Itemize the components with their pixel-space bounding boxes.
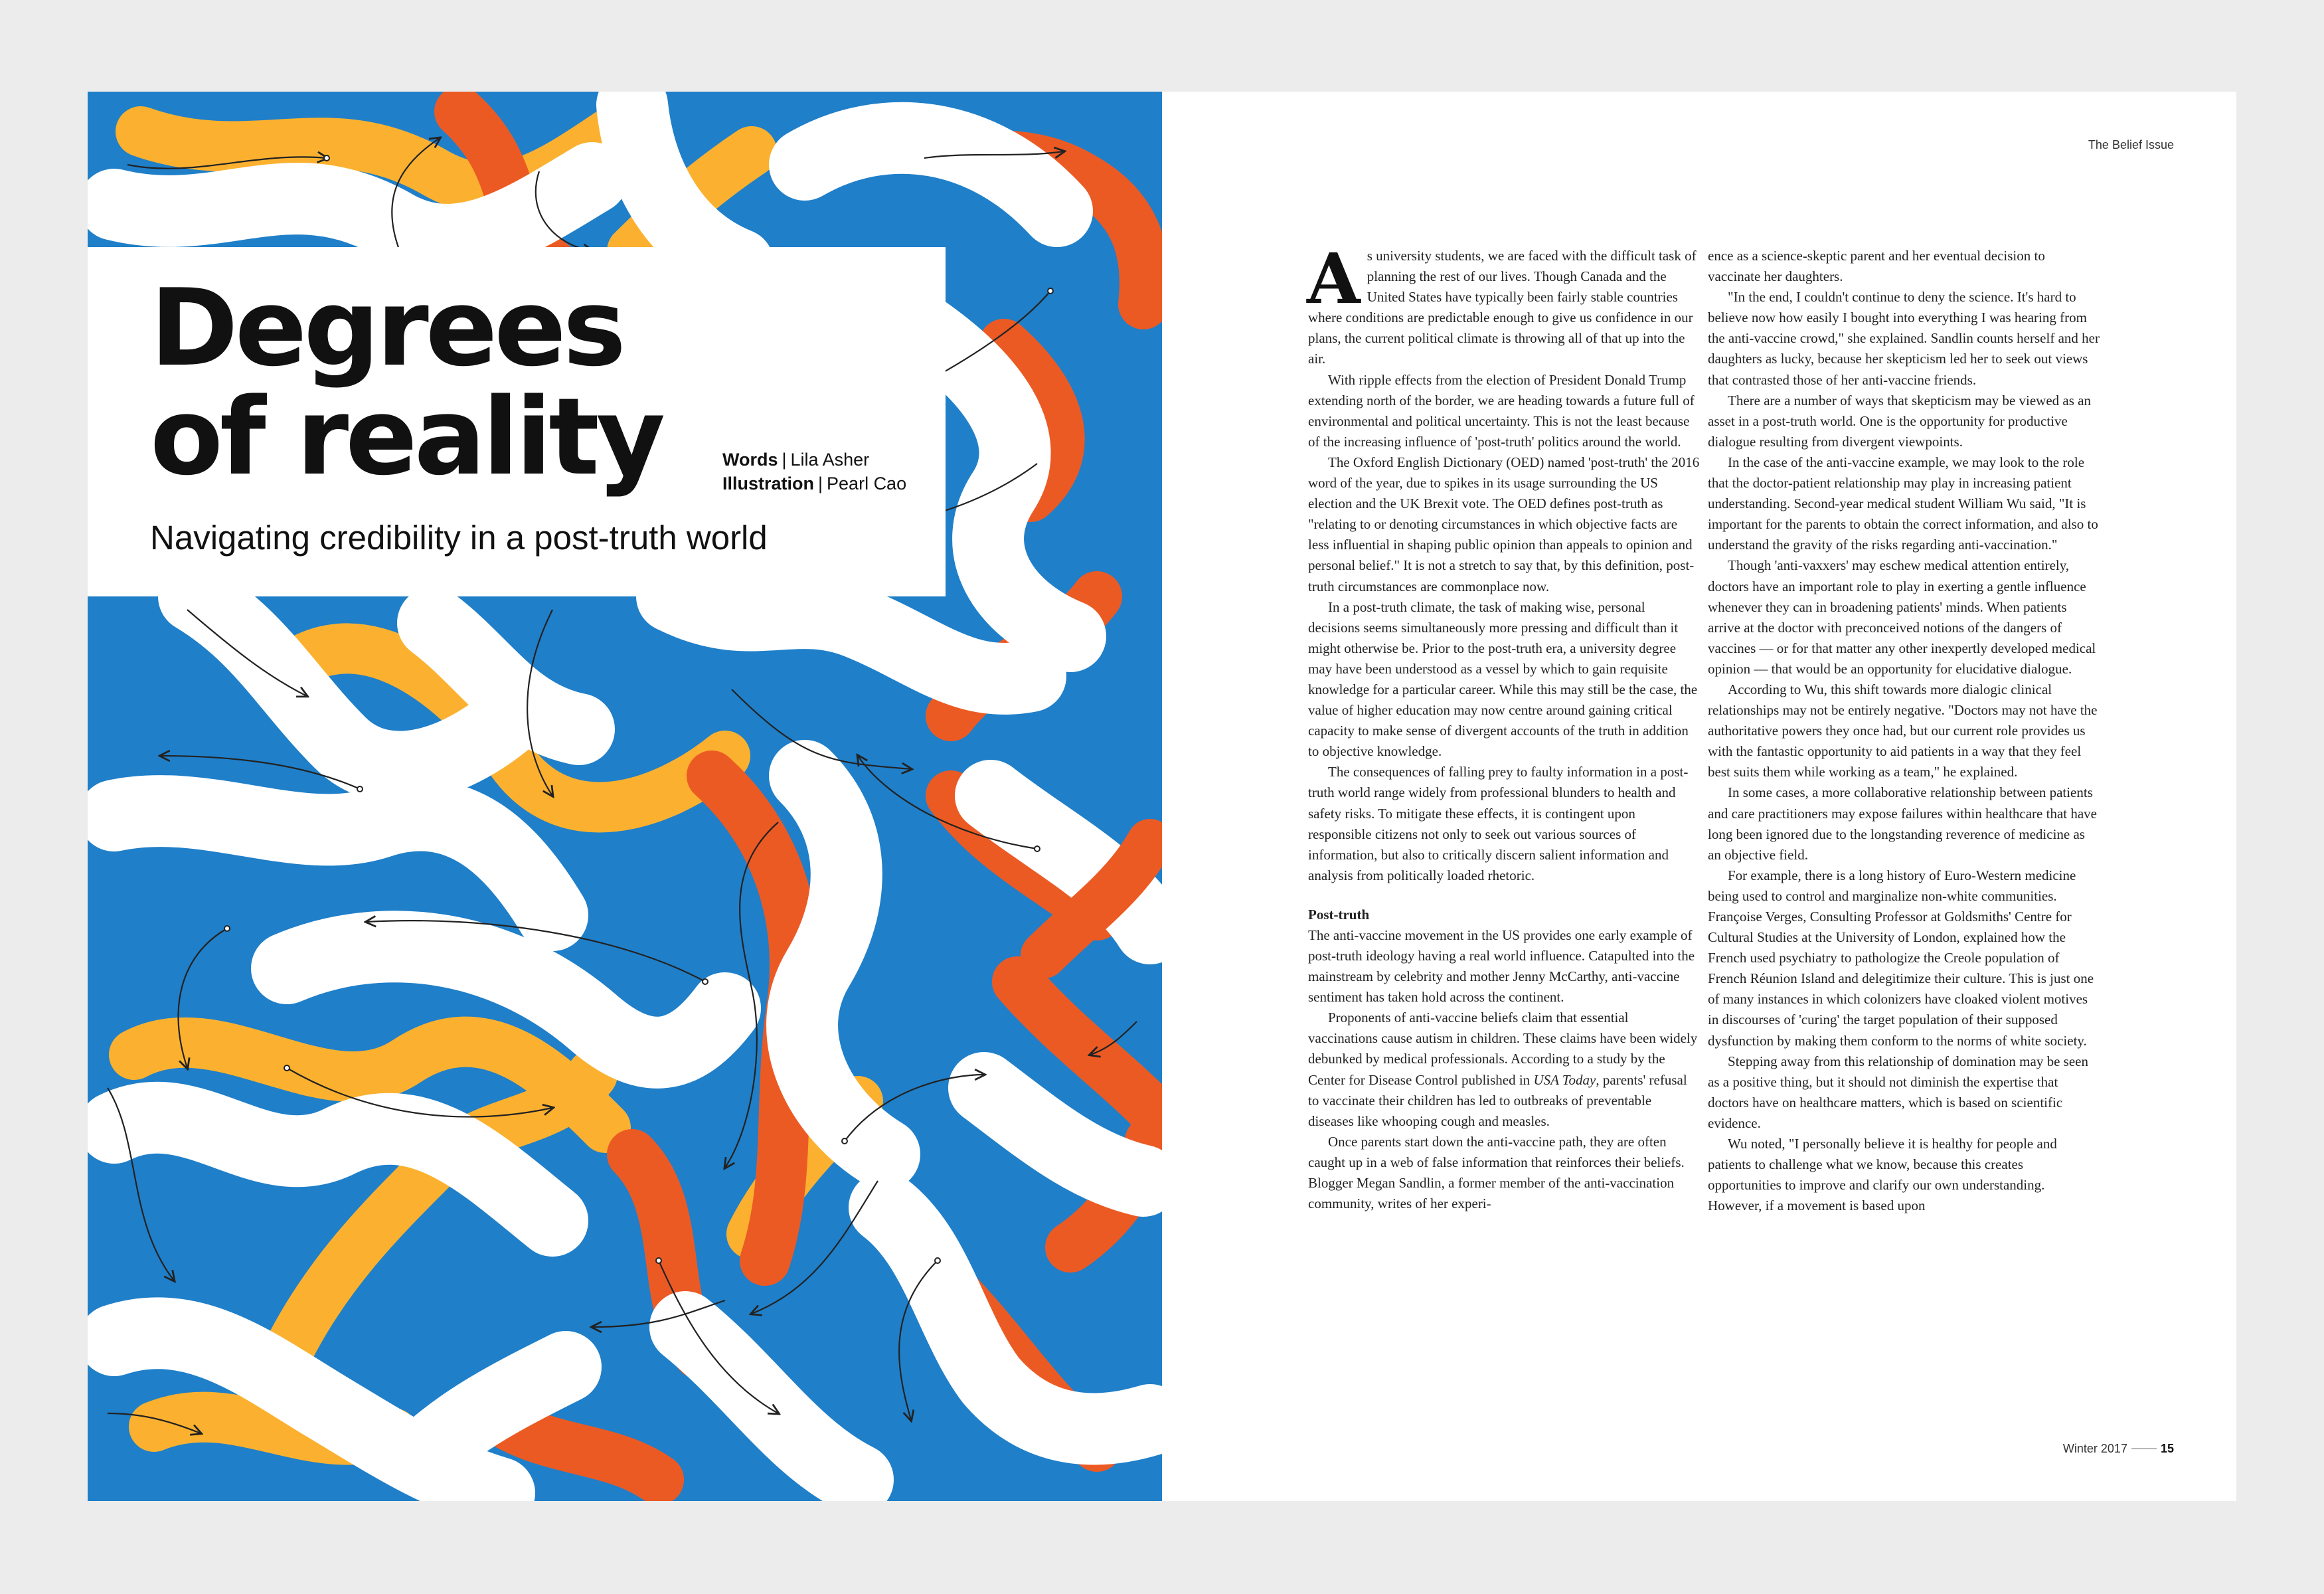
paragraph bbox=[1308, 1008, 1700, 1132]
paragraph: Wu noted, "I personally believe it is healthy for people and patients to challenge what we know, because this creates opportunities to improve and clarify our own understanding. However, if a movement is based upon bbox=[1708, 1136, 2057, 1214]
paragraph: Stepping away from this relationship of domination may be seen as a positive thing, but it should not diminish the expertise that doctors have on healthcare matters, which is based on scientific evidence. bbox=[1708, 1053, 2088, 1131]
paragraph: With ripple effects from the election of President Donald Trump extending north of the border, we are heading towards a future full of environmental and political uncertainty. This is not the least because of the increasing influence of 'post-truth' politics around the world. bbox=[1308, 371, 1695, 450]
paragraph: There are a number of ways that skepticism may be viewed as an asset in a post-truth world. One is the opportunity for productive dialogue resulting from divergent viewpoints. bbox=[1708, 392, 2091, 450]
paragraph-text: Proponents of anti-vaccine beliefs claim that essential vaccinations cause autism in children. These claims have been widely debunked by medical professionals. According to a study by the Center for Disease Control published in bbox=[1308, 1010, 1698, 1088]
article-title-line1: Degrees bbox=[150, 266, 623, 390]
page-number: 15 bbox=[2160, 1442, 2174, 1455]
credit-illustration bbox=[722, 472, 906, 495]
credit-separator: | bbox=[818, 474, 823, 493]
credit-name: Pearl Cao bbox=[827, 474, 907, 493]
opening-text: s university students, we are faced with the difficult task of planning the rest of our lives. Though Canada and the United States have typically been fairly stable countries where conditions are predictable enough to give us confidence in our plans, the current political climate is throwing all of that up into the air. bbox=[1308, 248, 1697, 367]
paragraph: In the case of the anti-vaccine example, we may look to the role that the doctor-patient relationship may play in increasing patient understanding. Second-year medical student William Wu said, "It is important for the parents to obtain the correct information, and also to understand the gravity of the risks regarding anti-vaccination." bbox=[1708, 454, 2098, 553]
folio-label: Winter 2017 bbox=[2062, 1442, 2127, 1455]
text-column-2 bbox=[1708, 246, 2100, 1216]
paragraph: According to Wu, this shift towards more dialogic clinical relationships may not be entirely negative. "Doctors may not have the authoritative powers they once had, but our current role provides us with the fantastic opportunity to aid patients in a way that they feel best suits them while working as a team," he explained. bbox=[1708, 681, 2098, 780]
left-page-illustration bbox=[88, 92, 1162, 1501]
article-title-line2: of reality bbox=[150, 375, 663, 499]
paragraph: In some cases, a more collaborative relationship between patients and care practitioners may expose failures within healthcare that have long been ignored due to the longstanding reverence of medicine as an objective field. bbox=[1708, 784, 2097, 863]
paragraph: Though 'anti-vaxxers' may eschew medical attention entirely, doctors have an important role to play in exerting a gentle influence whenever they can in broadening patients' minds. When patients arrive at the doctor with preconceived notions of the dangers of vaccines — or for that matter any other inexpertly developed medical opinion — that would be an opportunity for elucidative dialogue. bbox=[1708, 557, 2096, 677]
credit-role: Illustration bbox=[722, 474, 815, 493]
paragraph-continued: ence as a science-skeptic parent and her eventual decision to vaccinate her daughters. bbox=[1708, 248, 2045, 285]
credit-role: Words bbox=[722, 450, 778, 470]
credit-words bbox=[722, 448, 906, 472]
running-head: The Belief Issue bbox=[2088, 138, 2174, 151]
paragraph: For example, there is a long history of Euro-Western medicine being used to control and marginalize non-white communities. Françoise Verges, Consulting Professor at Goldsmiths' Centre for Cultural Studies at the University of London, explained how the French used psychiatry to pathologize the Creole population of French Réunion Island and delegitimize their culture. This is just one of many instances in which colonizers have cloaked violent motives in discourses of 'curing' the target population of their supposed dysfunction by making them conform to the norms of white society. bbox=[1708, 867, 2094, 1049]
article-title bbox=[150, 266, 663, 499]
drop-cap: A bbox=[1307, 238, 1361, 319]
paragraph: The consequences of falling prey to faulty information in a post-truth world range widely from professional blunders to health and safety risks. To mitigate these effects, it is contingent upon responsible citizens not only to seek out various sources of information, but also to critically discern salient information and analysis from politically loaded rhetoric. bbox=[1308, 764, 1689, 883]
section-subhead: Post-truth bbox=[1308, 906, 1370, 923]
text-column-1 bbox=[1307, 238, 1700, 1214]
paragraph-text: , parents' refusal to vaccinate their children has led to outbreaks of preventable diseases like whooping cough and measles. bbox=[1308, 1071, 1687, 1129]
publication-name: USA Today bbox=[1533, 1071, 1596, 1088]
opening-paragraph bbox=[1307, 238, 1700, 370]
paragraph: The anti-vaccine movement in the US provides one early example of post-truth ideology having a real world influence. Catapulted into the mainstream by celebrity and mother Jenny McCarthy, anti-vaccine sentiment has taken hold across the continent. bbox=[1308, 927, 1695, 1006]
credit-name: Lila Asher bbox=[790, 450, 870, 470]
paragraph: In a post-truth climate, the task of making wise, personal decisions seems simultaneously more pressing and difficult than it might otherwise be. Prior to the post-truth era, a university degree may have been understood as a vessel by which to gain requisite knowledge for a particular career. While this may still be the case, the value of higher education may now centre around gaining critical capacity to make sense of divergent accounts of the truth in addition to objective knowledge. bbox=[1308, 598, 1698, 760]
paragraph: Once parents start down the anti-vaccine path, they are often caught up in a web of false information that reinforces their beliefs. Blogger Megan Sandlin, a former member of the anti-vaccination community, writes of her experi- bbox=[1308, 1133, 1685, 1212]
title-block bbox=[88, 247, 946, 596]
paragraph: "In the end, I couldn't continue to deny the science. It's hard to believe now how easily I bought into everything I was hearing from the anti-vaccine crowd," she explained. Sandlin counts herself and her daughters as lucky, because her skepticism led her to seek out views that contrasted those of her anti-vaccine friends. bbox=[1708, 289, 2100, 388]
paragraph: The Oxford English Dictionary (OED) named 'post-truth' the 2016 word of the year, due to spikes in its usage surrounding the US election and the UK Brexit vote. The OED defines post-truth as "relating to or denoting circumstances in which objective facts are less influential in shaping public opinion than appeals to opinion and personal belief." It is not a stretch to say that, by this definition, post-truth circumstances are commonplace now. bbox=[1308, 454, 1700, 594]
byline-credits bbox=[722, 448, 906, 495]
credit-separator: | bbox=[782, 450, 787, 470]
article-subtitle: Navigating credibility in a post-truth world bbox=[150, 519, 768, 557]
page-folio bbox=[2063, 1442, 2174, 1456]
right-page-article bbox=[1162, 92, 2236, 1501]
